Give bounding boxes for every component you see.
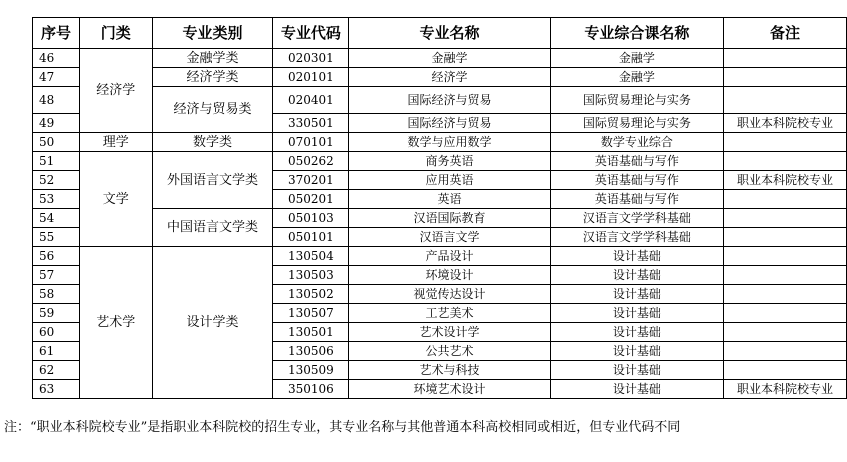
cell-code: 130507	[273, 304, 349, 323]
cell-seq: 50	[33, 133, 80, 152]
cell-class: 设计学类	[152, 247, 273, 399]
table-row	[33, 152, 847, 171]
cell-course-name: 设计基础	[550, 247, 724, 266]
table-row	[33, 133, 847, 152]
cell-remark	[724, 228, 847, 247]
cell-seq: 62	[33, 361, 80, 380]
cell-code: 130509	[273, 361, 349, 380]
cell-code: 130503	[273, 266, 349, 285]
cell-seq: 49	[33, 114, 80, 133]
cell-code: 050201	[273, 190, 349, 209]
cell-course-name: 汉语言文学学科基础	[550, 209, 724, 228]
cell-remark	[724, 342, 847, 361]
cell-course-name: 国际贸易理论与实务	[550, 114, 724, 133]
cell-remark	[724, 361, 847, 380]
cell-class: 金融学类	[152, 49, 273, 68]
cell-major-name: 金融学	[349, 49, 550, 68]
header-course-name: 专业综合课名称	[550, 18, 724, 49]
cell-major-name: 艺术与科技	[349, 361, 550, 380]
cell-remark	[724, 323, 847, 342]
cell-major-name: 环境艺术设计	[349, 380, 550, 399]
cell-major-name: 公共艺术	[349, 342, 550, 361]
header-row	[33, 18, 847, 49]
cell-remark	[724, 190, 847, 209]
cell-code: 130506	[273, 342, 349, 361]
cell-major-name: 视觉传达设计	[349, 285, 550, 304]
cell-code: 070101	[273, 133, 349, 152]
cell-major-name: 国际经济与贸易	[349, 114, 550, 133]
cell-code: 050103	[273, 209, 349, 228]
cell-seq: 63	[33, 380, 80, 399]
cell-course-name: 金融学	[550, 68, 724, 87]
cell-course-name: 数学专业综合	[550, 133, 724, 152]
cell-remark	[724, 87, 847, 114]
cell-course-name: 设计基础	[550, 323, 724, 342]
table-row	[33, 87, 847, 114]
cell-seq: 61	[33, 342, 80, 361]
cell-code: 020101	[273, 68, 349, 87]
cell-category: 文学	[79, 152, 152, 247]
cell-course-name: 英语基础与写作	[550, 190, 724, 209]
cell-major-name: 应用英语	[349, 171, 550, 190]
cell-code: 130501	[273, 323, 349, 342]
cell-seq: 58	[33, 285, 80, 304]
cell-remark	[724, 285, 847, 304]
cell-course-name: 设计基础	[550, 304, 724, 323]
header-remark: 备注	[724, 18, 847, 49]
cell-seq: 54	[33, 209, 80, 228]
cell-class: 外国语言文学类	[152, 152, 273, 209]
cell-seq: 53	[33, 190, 80, 209]
table-body	[33, 49, 847, 399]
cell-course-name: 英语基础与写作	[550, 152, 724, 171]
cell-course-name: 设计基础	[550, 285, 724, 304]
cell-major-name: 英语	[349, 190, 550, 209]
cell-course-name: 设计基础	[550, 342, 724, 361]
header-seq: 序号	[33, 18, 80, 49]
cell-remark	[724, 133, 847, 152]
cell-category: 理学	[79, 133, 152, 152]
cell-major-name: 环境设计	[349, 266, 550, 285]
cell-remark: 职业本科院校专业	[724, 114, 847, 133]
cell-code: 130502	[273, 285, 349, 304]
cell-remark	[724, 152, 847, 171]
cell-code: 330501	[273, 114, 349, 133]
cell-remark	[724, 266, 847, 285]
cell-remark	[724, 209, 847, 228]
cell-course-name: 汉语言文学学科基础	[550, 228, 724, 247]
cell-category: 经济学	[79, 49, 152, 133]
table-row	[33, 49, 847, 68]
header-class: 专业类别	[152, 18, 273, 49]
cell-major-name: 工艺美术	[349, 304, 550, 323]
cell-course-name: 金融学	[550, 49, 724, 68]
cell-remark: 职业本科院校专业	[724, 380, 847, 399]
cell-seq: 47	[33, 68, 80, 87]
cell-major-name: 经济学	[349, 68, 550, 87]
cell-seq: 46	[33, 49, 80, 68]
cell-seq: 52	[33, 171, 80, 190]
header-major-name: 专业名称	[349, 18, 550, 49]
cell-remark: 职业本科院校专业	[724, 171, 847, 190]
cell-major-name: 艺术设计学	[349, 323, 550, 342]
cell-course-name: 英语基础与写作	[550, 171, 724, 190]
cell-remark	[724, 68, 847, 87]
cell-seq: 51	[33, 152, 80, 171]
cell-class: 中国语言文学类	[152, 209, 273, 247]
cell-category: 艺术学	[79, 247, 152, 399]
header-category: 门类	[79, 18, 152, 49]
cell-remark	[724, 49, 847, 68]
cell-major-name: 数学与应用数学	[349, 133, 550, 152]
cell-remark	[724, 304, 847, 323]
cell-seq: 57	[33, 266, 80, 285]
cell-major-name: 国际经济与贸易	[349, 87, 550, 114]
major-table	[32, 17, 847, 399]
cell-code: 350106	[273, 380, 349, 399]
cell-major-name: 汉语言文学	[349, 228, 550, 247]
cell-major-name: 商务英语	[349, 152, 550, 171]
table-row	[33, 247, 847, 266]
cell-seq: 59	[33, 304, 80, 323]
table-container	[32, 17, 847, 399]
cell-seq: 60	[33, 323, 80, 342]
cell-course-name: 设计基础	[550, 361, 724, 380]
header-code: 专业代码	[273, 18, 349, 49]
cell-code: 050262	[273, 152, 349, 171]
cell-code: 020301	[273, 49, 349, 68]
cell-seq: 48	[33, 87, 80, 114]
cell-seq: 55	[33, 228, 80, 247]
table-row	[33, 68, 847, 87]
cell-code: 370201	[273, 171, 349, 190]
table-row	[33, 209, 847, 228]
cell-course-name: 设计基础	[550, 380, 724, 399]
cell-class: 数学类	[152, 133, 273, 152]
cell-class: 经济学类	[152, 68, 273, 87]
cell-course-name: 国际贸易理论与实务	[550, 87, 724, 114]
cell-remark	[724, 247, 847, 266]
cell-class: 经济与贸易类	[152, 87, 273, 133]
cell-major-name: 产品设计	[349, 247, 550, 266]
cell-major-name: 汉语国际教育	[349, 209, 550, 228]
cell-code: 130504	[273, 247, 349, 266]
cell-course-name: 设计基础	[550, 266, 724, 285]
cell-code: 020401	[273, 87, 349, 114]
cell-seq: 56	[33, 247, 80, 266]
cell-code: 050101	[273, 228, 349, 247]
footnote: 注：“职业本科院校专业”是指职业本科院校的招生专业，其专业名称与其他普通本科高校相同或相近，但专业代码不同	[4, 420, 681, 435]
